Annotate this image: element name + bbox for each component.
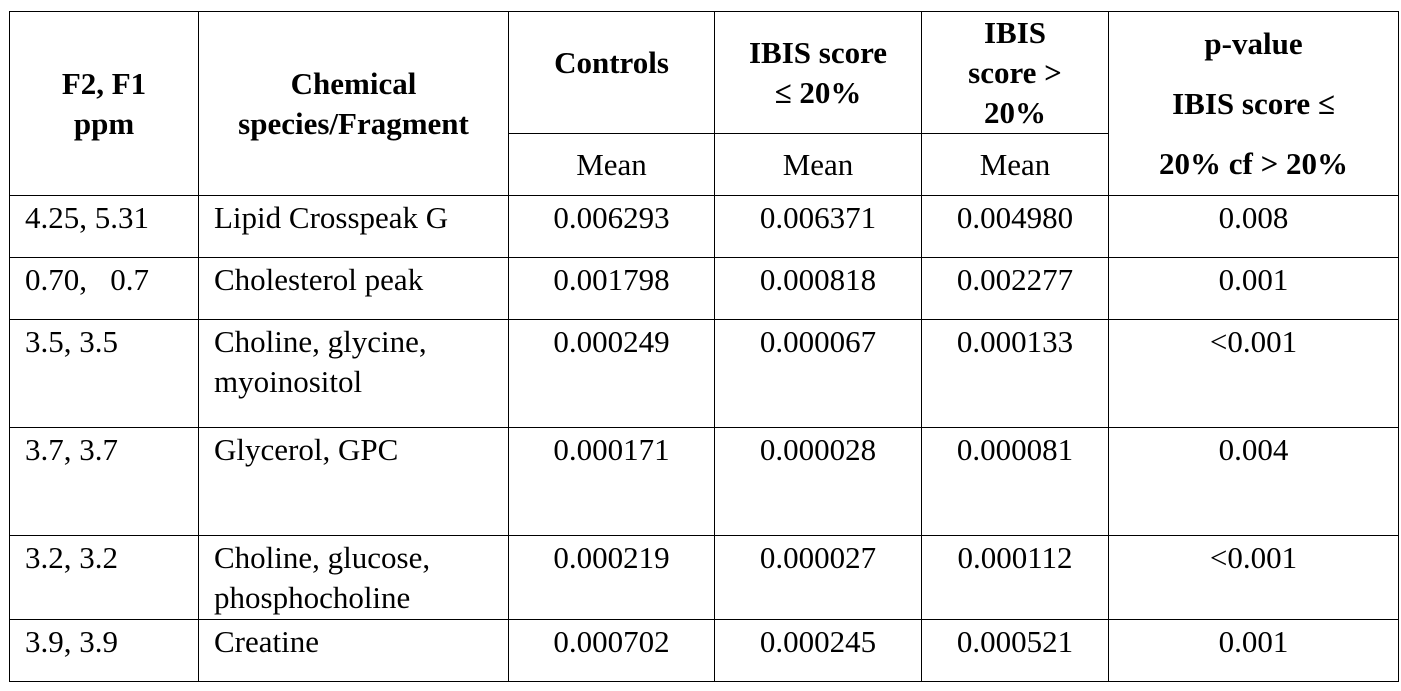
table-row (10, 196, 1399, 258)
header-f2f1-ppm: F2, F1 ppm (10, 12, 199, 196)
cell-p-value: 0.001 (1109, 620, 1399, 682)
cell-controls: 0.000219 (509, 536, 715, 620)
cell-p-value: 0.008 (1109, 196, 1399, 258)
cell-ibis-low: 0.000027 (715, 536, 922, 620)
cell-ibis-low: 0.000818 (715, 258, 922, 320)
cell-p-value: <0.001 (1109, 320, 1399, 428)
cell-ppm: 3.7, 3.7 (10, 428, 199, 536)
table-row (10, 620, 1399, 682)
table-row (10, 258, 1399, 320)
cell-species: Choline, glucose, phosphocholine (199, 536, 509, 620)
header-row (10, 12, 1399, 134)
header-ibis-low: IBIS score ≤ 20% (715, 12, 922, 134)
cell-species: Lipid Crosspeak G (199, 196, 509, 258)
cell-controls: 0.001798 (509, 258, 715, 320)
subheader-controls-mean: Mean (509, 134, 715, 196)
subheader-ibis-high-mean: Mean (922, 134, 1109, 196)
header-controls: Controls (509, 12, 715, 134)
cell-ibis-high: 0.002277 (922, 258, 1109, 320)
cell-ppm: 3.5, 3.5 (10, 320, 199, 428)
cell-species: Cholesterol peak (199, 258, 509, 320)
cell-ibis-high: 0.000521 (922, 620, 1109, 682)
header-chemical-species: Chemical species/Fragment (199, 12, 509, 196)
header-ibis-high: IBIS score > 20% (922, 12, 1109, 134)
header-p-value: p-value IBIS score ≤ 20% cf > 20% (1109, 12, 1399, 196)
cell-ibis-high: 0.004980 (922, 196, 1109, 258)
cell-p-value: <0.001 (1109, 536, 1399, 620)
cell-controls: 0.006293 (509, 196, 715, 258)
cell-ibis-low: 0.000028 (715, 428, 922, 536)
cell-ppm: 0.70, 0.7 (10, 258, 199, 320)
cell-ppm: 4.25, 5.31 (10, 196, 199, 258)
results-table (9, 11, 1399, 682)
cell-ibis-low: 0.000067 (715, 320, 922, 428)
cell-ibis-high: 0.000112 (922, 536, 1109, 620)
table-row (10, 536, 1399, 620)
cell-species: Glycerol, GPC (199, 428, 509, 536)
subheader-ibis-low-mean: Mean (715, 134, 922, 196)
cell-ibis-high: 0.000133 (922, 320, 1109, 428)
cell-species: Creatine (199, 620, 509, 682)
cell-species: Choline, glycine, myoinositol (199, 320, 509, 428)
cell-ppm: 3.9, 3.9 (10, 620, 199, 682)
cell-ppm: 3.2, 3.2 (10, 536, 199, 620)
table-row (10, 428, 1399, 536)
table-row (10, 320, 1399, 428)
cell-ibis-high: 0.000081 (922, 428, 1109, 536)
cell-ibis-low: 0.000245 (715, 620, 922, 682)
cell-controls: 0.000702 (509, 620, 715, 682)
cell-controls: 0.000171 (509, 428, 715, 536)
cell-controls: 0.000249 (509, 320, 715, 428)
cell-p-value: 0.004 (1109, 428, 1399, 536)
cell-p-value: 0.001 (1109, 258, 1399, 320)
cell-ibis-low: 0.006371 (715, 196, 922, 258)
